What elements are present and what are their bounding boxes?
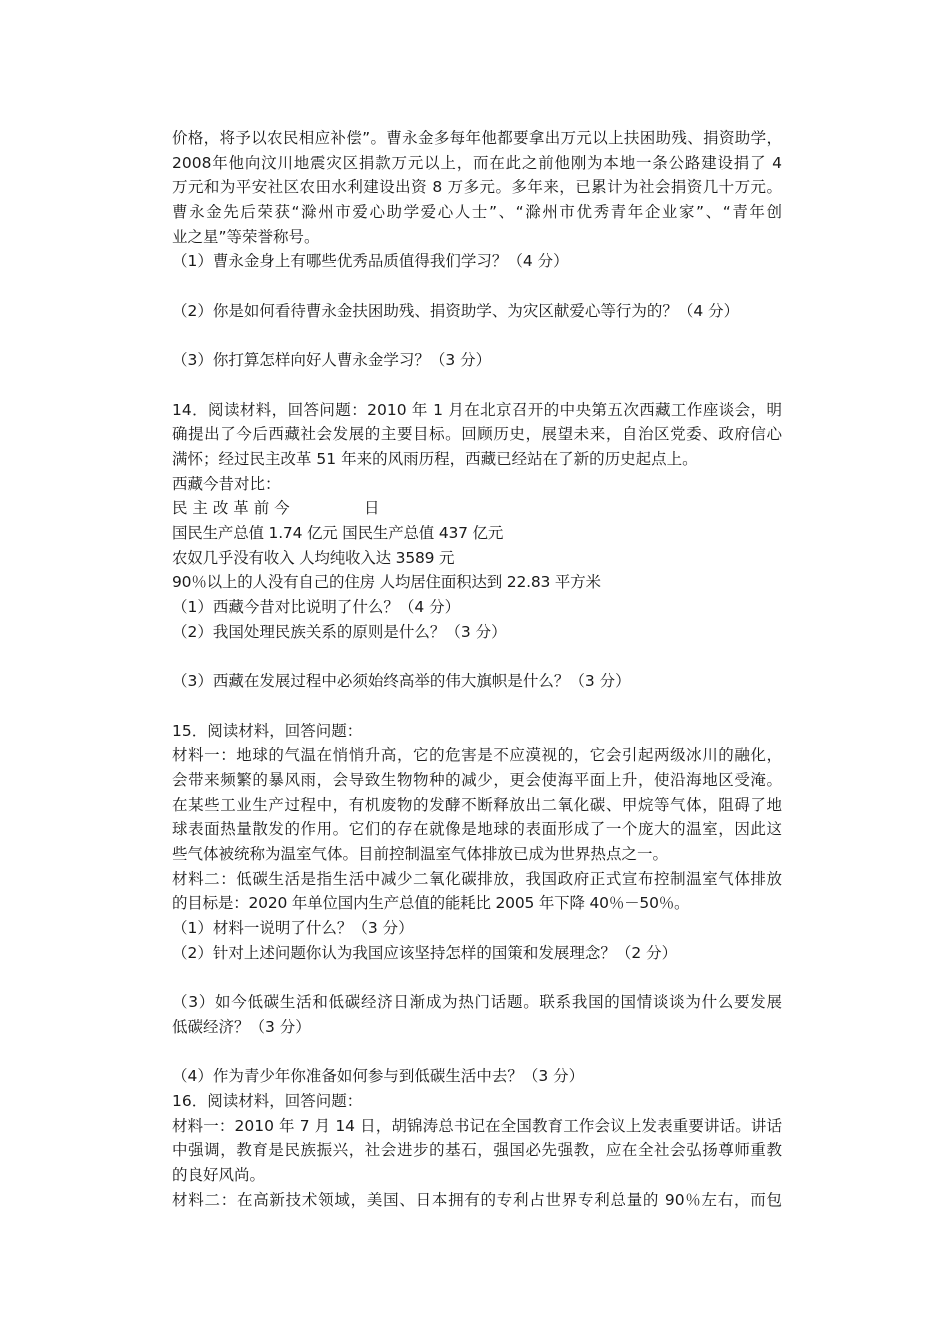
answer-space (172, 324, 782, 349)
text-line: 满怀；经过民主改革 51 年来的风雨历程，西藏已经站在了新的历史起点上。 (172, 449, 698, 468)
text-line: 些气体被统称为温室气体。目前控制温室气体排放已成为世界热点之一。 (172, 844, 669, 863)
answer-space (172, 373, 782, 398)
text-line: 价格，将予以农民相应补偿”。曹永金多每年他都要拿出万元以上扶困助残、捐资助学， (172, 129, 782, 147)
question-14-3: （3）西藏在发展过程中必须始终高举的伟大旗帜是什么？（3 分） (172, 672, 631, 691)
question-15-1: （1）材料一说明了什么？（3 分） (172, 919, 414, 937)
answer-space (172, 694, 782, 719)
answer-space (172, 644, 782, 669)
comparison-row: 90％以上的人没有自己的住房 人均居住面积达到 22.83 平方米 (172, 573, 601, 592)
comparison-header (172, 496, 782, 521)
document-body (172, 126, 782, 1212)
text-line: 中强调，教育是民族振兴，社会进步的基石，强国必先强教，应在全社会弘扬尊师重教 (172, 1141, 782, 1160)
question-14-2: （2）我国处理民族关系的原则是什么？（3 分） (172, 622, 507, 641)
text-line: 曹永金先后荣获“滁州市爱心助学爱心人士”、“滁州市优秀青年企业家”、“青年创 (172, 203, 782, 222)
answer-space (172, 1039, 782, 1064)
question-14-heading: 14．阅读材料，回答问题：2010 年 1 月在北京召开的中央第五次西藏工作座谈会，明 (172, 400, 782, 419)
question-14-1: （1）西藏今昔对比说明了什么？（4 分） (172, 598, 461, 617)
text-line: 球表面热量散发的作用。它们的存在就像是地球的表面形成了一个庞大的温室，因此这 (172, 820, 782, 839)
text-line: 会带来频繁的暴风雨，会导致生物物种的减少，更会使海平面上升，使沿海地区受淹。 (172, 770, 782, 789)
text-line: 材料一：2010 年 7 月 14 日，胡锦涛总书记在全国教育工作会议上发表重要讲话。讲话 (172, 1116, 782, 1135)
question-15-3: （3）如今低碳生活和低碳经济日渐成为热门话题。联系我国的国情谈谈为什么要发展 (172, 993, 782, 1012)
text-line: 在某些工业生产过程中，有机废物的发酵不断释放出二氧化碳、甲烷等气体，阻碍了地 (172, 795, 782, 814)
text-line: 的良好风尚。 (172, 1165, 266, 1184)
question-15-2: （2）针对上述问题你认为我国应该坚持怎样的国策和发展理念？（2 分） (172, 943, 678, 962)
comparison-header-before: 民 主 改 革 前 今 (172, 499, 290, 518)
question-13-1: （1）曹永金身上有哪些优秀品质值得我们学习？（4 分） (172, 252, 569, 271)
text-line: 材料二：低碳生活是指生活中减少二氧化碳排放，我国政府正式宣布控制温室气体排放 (172, 869, 782, 888)
answer-space (172, 965, 782, 990)
text-line: 确提出了今后西藏社会发展的主要目标。回顾历史，展望未来，自治区党委、政府信心 (172, 425, 782, 444)
comparison-title: 西藏今昔对比： (172, 474, 281, 493)
question-16-heading: 16．阅读材料，回答问题： (172, 1091, 363, 1110)
answer-space (172, 274, 782, 299)
comparison-row: 国民生产总值 1.74 亿元 国民生产总值 437 亿元 (172, 524, 504, 542)
question-13-3: （3）你打算怎样向好人曹永金学习？（3 分） (172, 351, 492, 370)
question-15-heading: 15．阅读材料，回答问题： (172, 721, 363, 740)
text-line: 低碳经济？（3 分） (172, 1017, 311, 1036)
text-line: 万元和为平安社区农田水利建设出资 8 万多元。多年来，已累计为社会捐资几十万元。 (172, 178, 782, 197)
text-line: 材料一：地球的气温在悄悄升高，它的危害是不应漠视的，它会引起两级冰川的融化， (172, 746, 782, 765)
question-15-4: （4）作为青少年你准备如何参与到低碳生活中去？（3 分） (172, 1067, 585, 1086)
text-line: 业之星”等荣誉称号。 (172, 227, 320, 246)
text-line: 2008年他向汶川地震灾区捐款万元以上，而在此之前他刚为本地一条公路建设捐了 4 (172, 153, 782, 172)
comparison-header-today: 日 (364, 499, 380, 518)
text-line: 的目标是：2020 年单位国内生产总值的能耗比 2005 年下降 40％－50％。 (172, 894, 690, 913)
text-line: 材料二：在高新技术领域，美国、日本拥有的专利占世界专利总量的 90％左右，而包 (172, 1190, 782, 1209)
comparison-row: 农奴几乎没有收入 人均纯收入达 3589 元 (172, 548, 455, 567)
question-13-2: （2）你是如何看待曹永金扶困助残、捐资助学、为灾区献爱心等行为的？（4 分） (172, 301, 740, 320)
